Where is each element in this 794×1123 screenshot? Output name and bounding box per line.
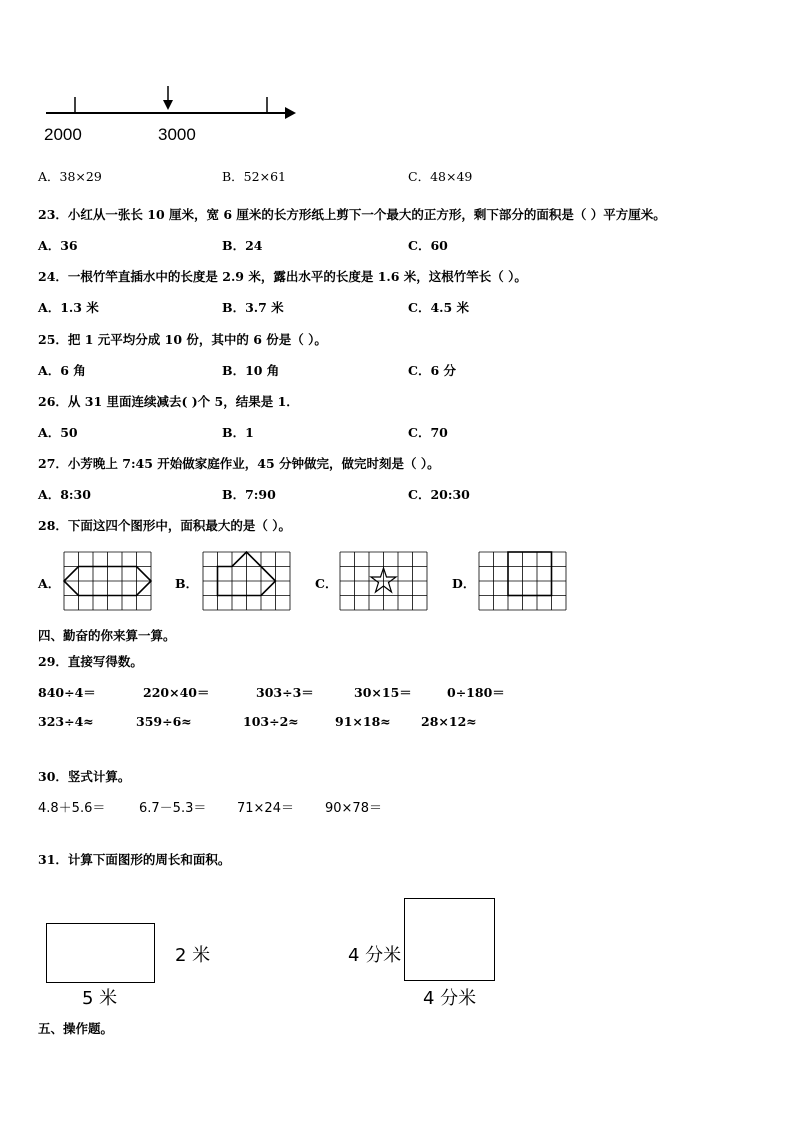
q29-row1-item-3: 303÷3＝ bbox=[256, 685, 314, 700]
q26-option-a: A．50 bbox=[38, 425, 78, 440]
q25-option-c: C．6 分 bbox=[408, 363, 456, 378]
question-29: 29．直接写得数。 bbox=[38, 654, 143, 669]
q29-row1-item-2: 220×40＝ bbox=[143, 685, 210, 700]
question-23: 23．小红从一张长 10 厘米，宽 6 厘米的长方形纸上剪下一个最大的正方形，剩下部分的面积是（ ）平方厘米。 bbox=[38, 207, 666, 222]
q28-option-c: C． bbox=[315, 576, 338, 591]
q27-option-b: B．7:90 bbox=[222, 487, 276, 502]
rectangle-width-label: 2 米 bbox=[175, 945, 211, 966]
q29-row2-item-1: 323÷4≈ bbox=[38, 714, 94, 729]
q28-option-d: D． bbox=[452, 576, 476, 591]
q24-option-c: C．4.5 米 bbox=[408, 300, 470, 315]
grid-figure-c bbox=[340, 552, 427, 610]
section-4-heading: 四、勤奋的你来算一算。 bbox=[38, 628, 176, 643]
q29-row1-item-1: 840÷4＝ bbox=[38, 685, 96, 700]
q24-option-a: A．1.3 米 bbox=[38, 300, 99, 315]
q29-row1-item-4: 30×15＝ bbox=[354, 685, 412, 700]
q23-option-b: B．24 bbox=[222, 238, 263, 253]
q29-row1-item-5: 0÷180＝ bbox=[447, 685, 505, 700]
number-line-arrowhead bbox=[285, 107, 296, 119]
question-30: 30．竖式计算。 bbox=[38, 769, 131, 784]
grid-figure-d bbox=[479, 552, 566, 610]
grid-figure-b bbox=[203, 552, 290, 610]
q24-option-b: B．3.7 米 bbox=[222, 300, 284, 315]
square-side-label: 4 分米 bbox=[348, 945, 402, 966]
rectangle-length-label: 5 米 bbox=[82, 988, 118, 1009]
q30-item-3: 71×24＝ bbox=[237, 801, 294, 816]
q29-row2-item-2: 359÷6≈ bbox=[136, 714, 192, 729]
q28-option-b: B． bbox=[175, 576, 199, 591]
square-figure bbox=[404, 898, 495, 981]
number-line-label-2000: 2000 bbox=[44, 125, 82, 144]
question-28: 28．下面这四个图形中，面积最大的是（ ）。 bbox=[38, 518, 291, 533]
q30-item-4: 90×78＝ bbox=[325, 801, 382, 816]
q23-option-a: A．36 bbox=[38, 238, 78, 253]
q22-option-a: A．38×29 bbox=[38, 169, 102, 184]
square-bottom-label: 4 分米 bbox=[423, 988, 477, 1009]
q26-option-b: B．1 bbox=[222, 425, 254, 440]
question-26: 26．从 31 里面连续减去( )个 5，结果是 1． bbox=[38, 394, 299, 409]
q28-option-a: A． bbox=[38, 576, 61, 591]
grid-figure-a bbox=[64, 552, 151, 610]
q22-option-c: C．48×49 bbox=[408, 169, 473, 184]
q26-option-c: C．70 bbox=[408, 425, 448, 440]
q25-option-a: A．6 角 bbox=[38, 363, 86, 378]
q30-item-1: 4.8＋5.6＝ bbox=[38, 801, 106, 816]
q25-option-b: B．10 角 bbox=[222, 363, 280, 378]
q27-option-c: C．20:30 bbox=[408, 487, 470, 502]
section-5-heading: 五、操作题。 bbox=[38, 1021, 114, 1036]
question-25: 25．把 1 元平均分成 10 份，其中的 6 份是（ ）。 bbox=[38, 332, 327, 347]
number-line-label-3000: 3000 bbox=[158, 125, 196, 144]
q22-option-b: B．52×61 bbox=[222, 169, 286, 184]
question-27: 27．小芳晚上 7:45 开始做家庭作业，45 分钟做完，做完时刻是（ ）。 bbox=[38, 456, 440, 471]
q23-option-c: C．60 bbox=[408, 238, 448, 253]
q30-item-2: 6.7－5.3＝ bbox=[139, 801, 207, 816]
question-24: 24．一根竹竿直插水中的长度是 2.9 米，露出水平的长度是 1.6 米，这根竹竿长（ ）。 bbox=[38, 269, 527, 284]
q29-row2-item-4: 91×18≈ bbox=[335, 714, 391, 729]
q29-row2-item-3: 103÷2≈ bbox=[243, 714, 299, 729]
rectangle-figure bbox=[46, 923, 155, 983]
question-31: 31．计算下面图形的周长和面积。 bbox=[38, 852, 231, 867]
q27-option-a: A．8:30 bbox=[38, 487, 91, 502]
pointer-arrowhead bbox=[163, 100, 173, 110]
q29-row2-item-5: 28×12≈ bbox=[421, 714, 477, 729]
number-line-figure bbox=[0, 0, 794, 160]
